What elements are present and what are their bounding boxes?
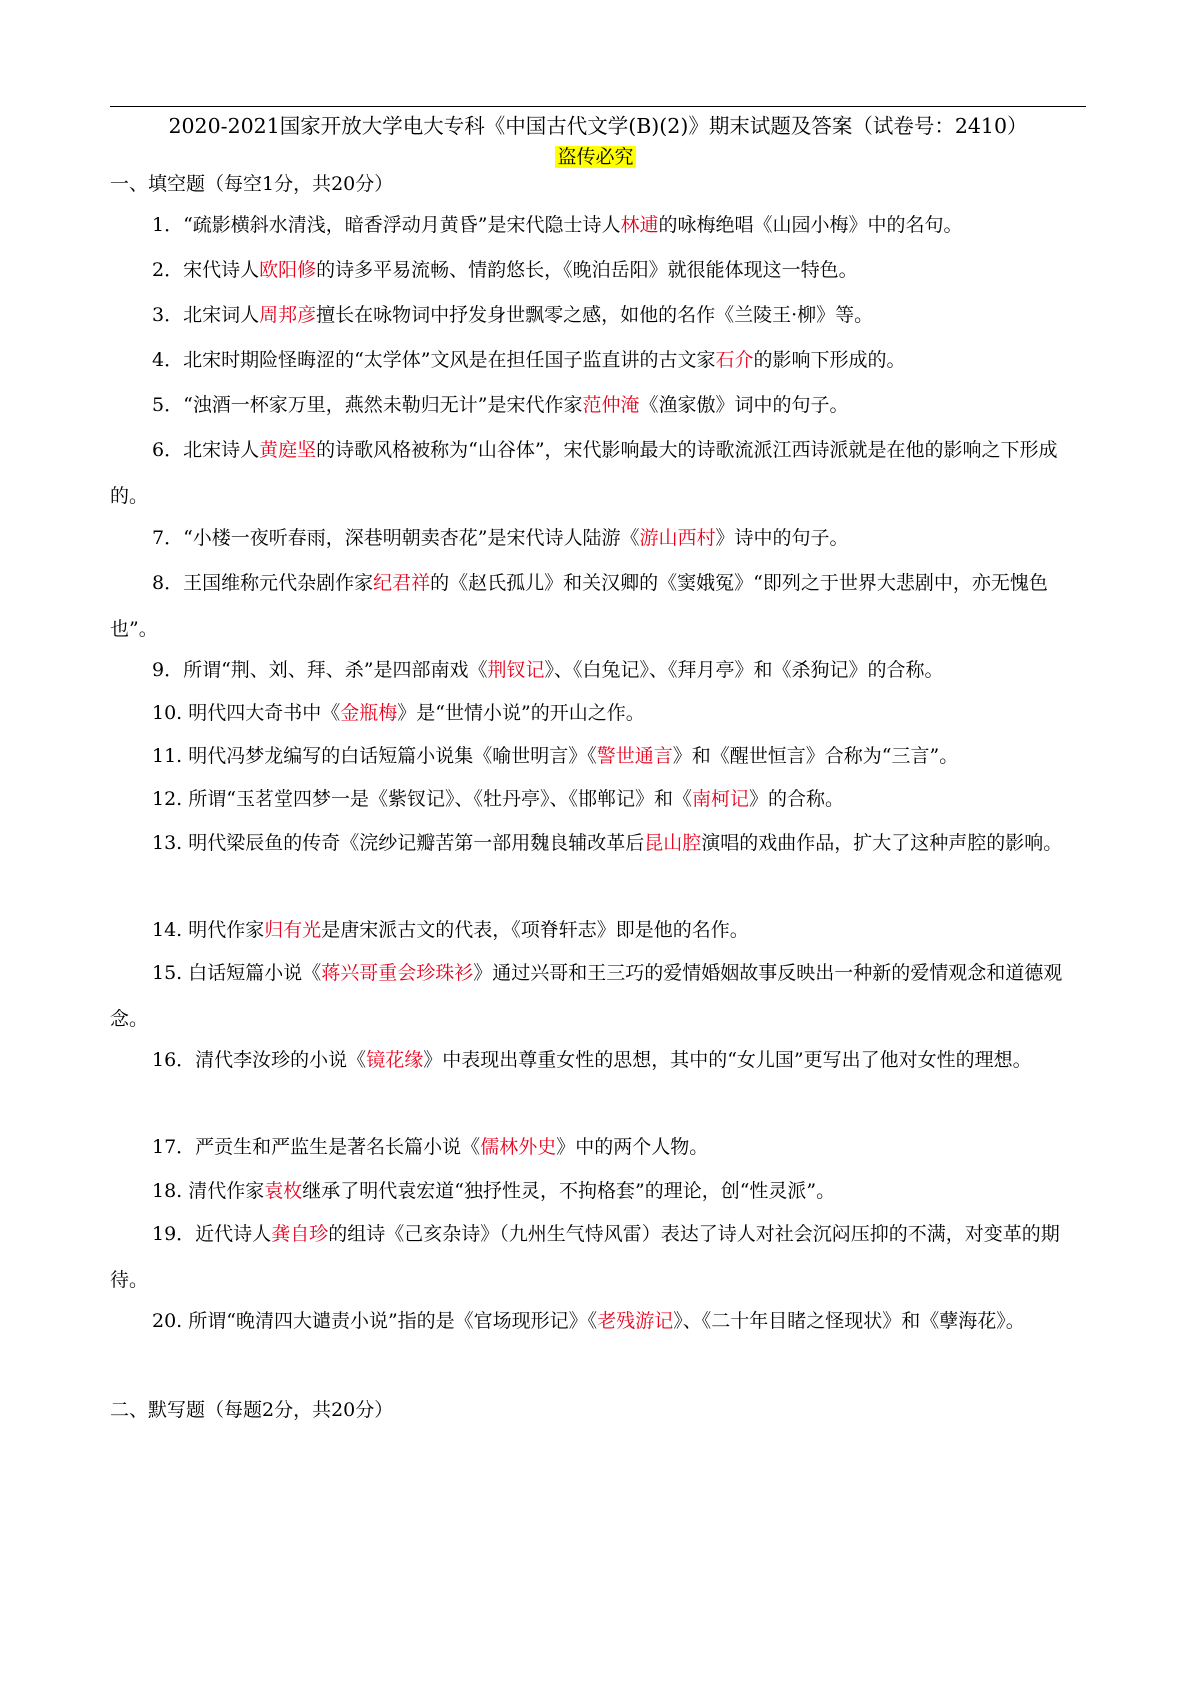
question-text: 4．北宋时期险怪晦涩的“太学体”文风是在担任国子监直讲的古文家: [152, 349, 716, 371]
question-text: 是唐宋派古文的代表，《项脊轩志》即是他的名作。: [321, 919, 749, 941]
question-item: [110, 1124, 1088, 1170]
question-item: [110, 690, 1088, 736]
question-text: 》是“世情小说”的开山之作。: [397, 702, 645, 724]
question-item: [110, 292, 1088, 338]
answer-text: 归有光: [264, 919, 322, 941]
question-item: [110, 820, 1088, 866]
answer-text: 袁枚: [264, 1180, 303, 1202]
question-item: [110, 647, 1088, 693]
answer-text: 荆钗记: [487, 659, 545, 681]
question-text: 《渔家傲》词中的句子。: [639, 394, 849, 416]
question-item: [110, 950, 1088, 1042]
question-text: 2．宋代诗人: [152, 259, 260, 281]
question-text: 继承了明代袁宏道“独抒性灵，不拘格套”的理论，创“性灵派”。: [302, 1180, 836, 1202]
answer-text: 昆山腔: [644, 832, 702, 854]
question-text: 》的合称。: [749, 788, 845, 810]
header-rule: [110, 106, 1086, 107]
question-text: 的《赵氏孤儿》和关汉卿的《窦娥冤》“即列之于世界大悲剧中，亦无愧色也”。: [110, 572, 1048, 640]
answer-text: 欧阳修: [259, 259, 317, 281]
question-text: 》中的两个人物。: [556, 1136, 709, 1158]
document-title: 2020-2021国家开放大学电大专科《中国古代文学(B)(2)》期末试题及答案（试卷号：2410）: [168, 114, 1028, 138]
answer-text: 蒋兴哥重会珍珠衫: [321, 962, 474, 984]
question-text: 的诗多平易流畅、情韵悠长，《晚泊岳阳》就很能体现这一特色。: [316, 259, 858, 281]
question-text: 6．北宋诗人: [152, 439, 260, 461]
question-text: 17．严贡生和严监生是著名长篇小说《: [152, 1136, 481, 1158]
question-item: [110, 202, 1088, 248]
question-item: [110, 1298, 1088, 1344]
answer-text: 石介: [715, 349, 754, 371]
question-text: 擅长在咏物词中抒发身世飘零之感，如他的名作《兰陵王·柳》等。: [316, 304, 874, 326]
answer-text: 镜花缘: [366, 1049, 424, 1071]
answer-text: 纪君祥: [373, 572, 431, 594]
copyright-notice: [0, 145, 1191, 169]
question-text: 7．“小楼一夜听春雨，深巷明朝卖杏花”是宋代诗人陆游《: [152, 527, 640, 549]
question-text: 18. 清代作家: [152, 1180, 265, 1202]
answer-text: 老残游记: [597, 1310, 674, 1332]
question-item: [110, 515, 1088, 561]
question-text: 的影响下形成的。: [753, 349, 906, 371]
question-text: 》通过兴哥和王三巧的爱情婚姻故事反映出一种新的爱情观念和道德观念。: [110, 962, 1063, 1030]
question-text: 15. 白话短篇小说《: [152, 962, 322, 984]
answer-text: 周邦彦: [259, 304, 317, 326]
question-text: 13. 明代梁辰鱼的传奇《浣纱记瓣苦第一部用魏良辅改革后: [152, 832, 645, 854]
section-heading-fill-in: 一、填空题（每空1分，共20分）: [110, 173, 394, 195]
question-text: 的咏梅绝唱《山园小梅》中的名句。: [658, 214, 963, 236]
question-text: 5．“浊酒一杯家万里，燕然未勒归无计”是宋代作家: [152, 394, 583, 416]
question-item: [110, 382, 1088, 428]
question-text: 8．王国维称元代杂剧作家: [152, 572, 374, 594]
question-text: 20. 所谓“晚清四大谴责小说”指的是《官场现形记》《: [152, 1310, 598, 1332]
question-text: 》、《白兔记》、《拜月亭》和《杀狗记》的合称。: [544, 659, 944, 681]
question-text: 》、《二十年目睹之怪现状》和《孽海花》。: [673, 1310, 1025, 1332]
question-text: 12. 所谓“玉茗堂四梦一是《紫钗记》、《牡丹亭》、《邯郸记》和《: [152, 788, 692, 810]
answer-text: 南柯记: [691, 788, 749, 810]
question-item: [110, 427, 1088, 519]
question-item: [110, 733, 1088, 779]
question-text: 演唱的戏曲作品，扩大了这种声腔的影响。: [701, 832, 1063, 854]
question-text: 9．所谓“荆、刘、拜、杀”是四部南戏《: [152, 659, 488, 681]
answer-text: 金瓶梅: [340, 702, 398, 724]
answer-text: 儒林外史: [480, 1136, 557, 1158]
question-item: [110, 907, 1088, 953]
question-text: 19．近代诗人: [152, 1223, 272, 1245]
question-text: 14. 明代作家: [152, 919, 265, 941]
question-text: 的组诗《己亥杂诗》（九州生气恃风雷）表达了诗人对社会沉闷压抑的不满，对变革的期待。: [110, 1223, 1060, 1291]
question-text: 1．“疏影横斜水清浅，暗香浮动月黄昏”是宋代隐士诗人: [152, 214, 621, 236]
question-item: [110, 560, 1088, 652]
question-item: [110, 337, 1088, 383]
question-text: 16．清代李汝珍的小说《: [152, 1049, 367, 1071]
question-text: 》诗中的句子。: [715, 527, 849, 549]
answer-text: 龚自珍: [271, 1223, 329, 1245]
question-item: [110, 1211, 1088, 1303]
question-text: 》和《醒世恒言》合称为“三言”。: [672, 745, 959, 767]
question-text: 》中表现出尊重女性的思想，其中的“女儿国”更写出了他对女性的理想。: [423, 1049, 1032, 1071]
section-heading-dictation: 二、默写题（每题2分，共20分）: [110, 1399, 394, 1421]
question-text: 10. 明代四大奇书中《: [152, 702, 341, 724]
answer-text: 游山西村: [639, 527, 716, 549]
answer-text: 黄庭坚: [259, 439, 317, 461]
question-item: [110, 247, 1088, 293]
copyright-notice-text: 盗传必究: [557, 146, 634, 168]
answer-text: 范仲淹: [582, 394, 640, 416]
question-item: [110, 776, 1088, 822]
answer-text: 警世通言: [596, 745, 673, 767]
question-item: [110, 1168, 1088, 1214]
answer-text: 林逋: [620, 214, 659, 236]
question-text: 3．北宋词人: [152, 304, 260, 326]
question-item: [110, 1037, 1088, 1083]
question-text: 的诗歌风格被称为“山谷体”，宋代影响最大的诗歌流派江西诗派就是在他的影响之下形成的。: [110, 439, 1058, 507]
question-text: 11. 明代冯梦龙编写的白话短篇小说集《喻世明言》《: [152, 745, 597, 767]
